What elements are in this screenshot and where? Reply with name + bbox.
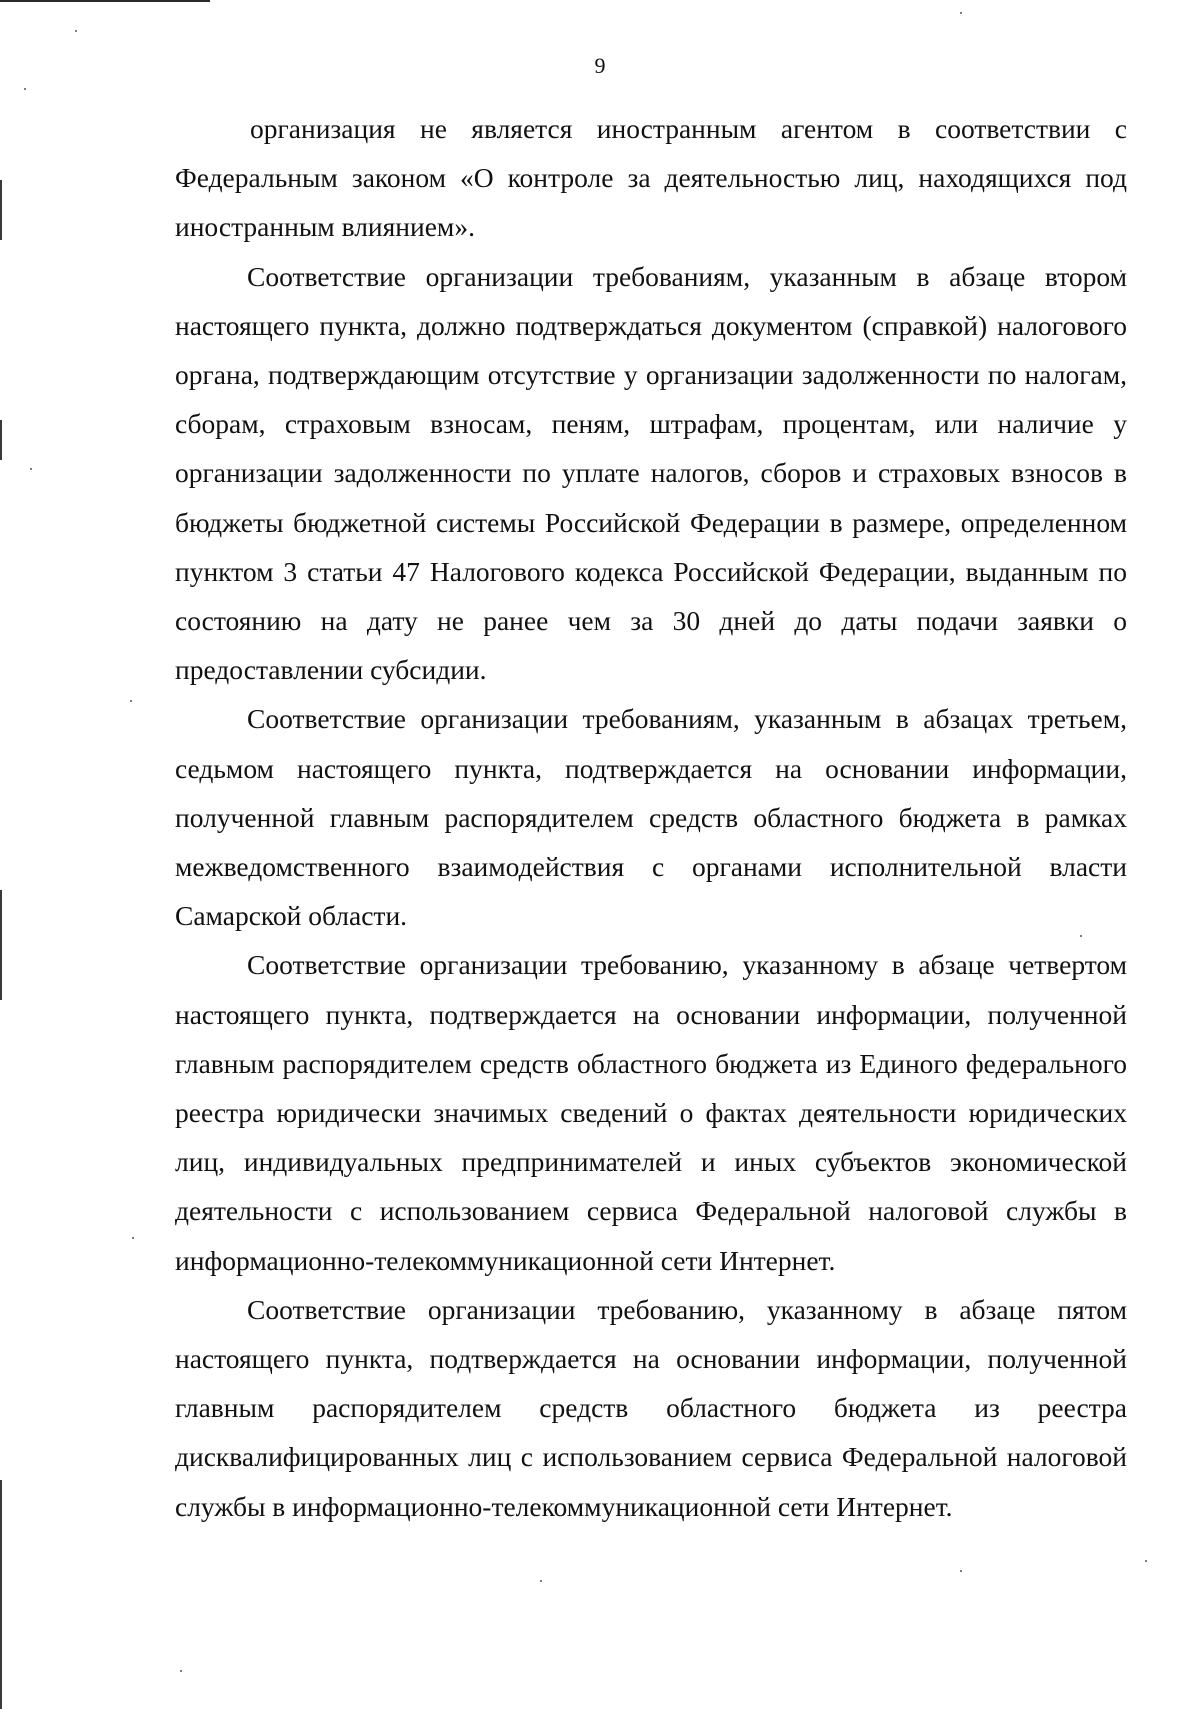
scan-speck xyxy=(75,30,77,32)
scan-speck xyxy=(1145,1560,1147,1562)
scan-speck xyxy=(180,1670,182,1672)
document-body xyxy=(175,104,1127,1531)
page-number: 9 xyxy=(594,53,606,78)
paragraph: организация не является иностранным агентом в соответствии с Федеральным законом «О контроле за деятельностью лиц, находящихся под иностранным влиянием». xyxy=(175,113,1127,243)
paragraph: Соответствие организации требованиям, указанным в абзаце втором настоящего пункта, должно подтверждаться документом (справкой) налогового органа, подтверждающим отсутствие у организации задолженности по налогам, сборам, страховым взносам, пеням, штрафам, процентам, или наличие у организации задолженности по уплате налогов, сборов и страховых взносов в бюджеты бюджетной системы Российской Федерации в размере, определенном пунктом 3 статьи 47 Налогового кодекса Российской Федерации, выданным по состоянию на дату не ранее чем за 30 дней до даты подачи заявки о предоставлении субсидии. xyxy=(175,260,1127,686)
paragraph: Соответствие организации требованию, указанному в абзаце четвертом настоящего пункта, подтверждается на основании информации, полученной главным распорядителем средств областного бюджета из Единого федерального реестра юридически значимых сведений о фактах деятельности юридических лиц, индивидуальных предпринимателей и иных субъектов экономической деятельности с использованием сервиса Федеральной налоговой службы в информационно-телекоммуникационной сети Интернет. xyxy=(175,949,1127,1276)
scan-speck xyxy=(30,468,32,470)
paragraph: Соответствие организации требованию, указанному в абзаце пятом настоящего пункта, подтверждается на основании информации, полученной главным распорядителем средств областного бюджета из реестра дисквалифицированных лиц с использованием сервиса Федеральной налоговой службы в информационно-телекоммуникационной сети Интернет. xyxy=(175,1293,1127,1522)
scan-speck xyxy=(540,1580,542,1582)
scan-speck xyxy=(24,88,26,90)
scan-edge-left xyxy=(0,890,2,1000)
scan-speck xyxy=(132,1237,134,1239)
scan-edge-left xyxy=(0,1480,2,1709)
scan-edge-left xyxy=(0,180,2,240)
scan-speck xyxy=(960,12,962,14)
scan-speck xyxy=(960,1570,962,1572)
scan-edge-left xyxy=(0,420,2,460)
paragraph: Соответствие организации требованиям, указанным в абзацах третьем, седьмом настоящего пункта, подтверждается на основании информации, полученной главным распорядителем средств областного бюджета в рамках межведомственного взаимодействия с органами исполнительной власти Самарской области. xyxy=(175,703,1127,932)
scan-speck xyxy=(130,700,132,702)
scan-edge-top xyxy=(0,0,210,2)
